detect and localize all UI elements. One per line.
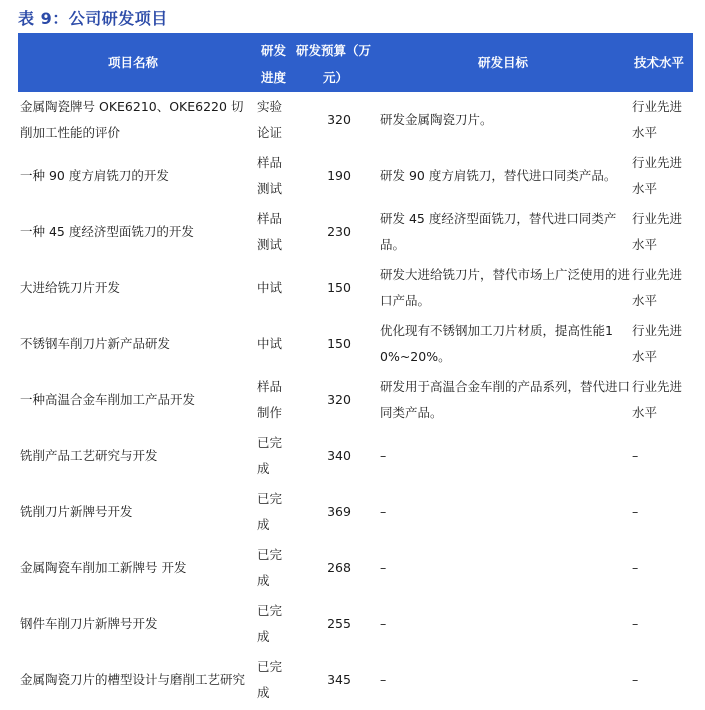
stage-cell: 已完成	[257, 491, 283, 532]
project-name-cell: 金属陶瓷牌号 OKE6210、OKE6220 切削加工性能的评价	[20, 99, 244, 140]
header-budget-line2: 元）	[323, 70, 349, 85]
stage-cell: 样品测试	[257, 211, 283, 252]
table-header	[18, 33, 693, 92]
goal-cell: 研发金属陶瓷刀片。	[380, 112, 493, 127]
tech-level-cell: –	[632, 448, 639, 463]
project-name-cell: 铣削刀片新牌号开发	[20, 504, 133, 519]
table-row	[18, 92, 693, 148]
table-row	[18, 540, 693, 596]
table-row	[18, 372, 693, 428]
tech-level-cell: 行业先进水平	[632, 379, 683, 420]
project-name-cell: 大进给铣刀片开发	[20, 280, 121, 295]
goal-cell: 研发 45 度经济型面铣刀，替代进口同类产品。	[380, 211, 617, 252]
table-row	[18, 204, 693, 260]
table-row	[18, 428, 693, 484]
header-goal: 研发目标	[478, 55, 529, 70]
budget-cell: 320	[327, 112, 351, 127]
tech-level-cell: 行业先进水平	[632, 323, 683, 364]
table-body	[18, 92, 693, 708]
header-stage-line1: 研发	[261, 43, 287, 58]
tech-level-cell: –	[632, 616, 639, 631]
table-row	[18, 148, 693, 204]
project-name-cell: 一种高温合金车削加工产品开发	[20, 392, 196, 407]
header-budget-line1: 研发预算（万	[296, 43, 372, 58]
project-name-cell: 不锈钢车削刀片新产品研发	[20, 336, 171, 351]
budget-cell: 150	[327, 336, 351, 351]
project-name-cell: 金属陶瓷车削加工新牌号 开发	[20, 560, 187, 575]
budget-cell: 268	[327, 560, 351, 575]
project-name-cell: 金属陶瓷刀片的槽型设计与磨削工艺研究	[20, 672, 246, 687]
goal-cell: –	[380, 560, 387, 575]
stage-cell: 已完成	[257, 547, 283, 588]
tech-level-cell: 行业先进水平	[632, 99, 683, 140]
header-project-name: 项目名称	[108, 55, 159, 70]
budget-cell: 320	[327, 392, 351, 407]
goal-cell: 研发用于高温合金车削的产品系列，替代进口同类产品。	[380, 379, 631, 420]
stage-cell: 实验论证	[257, 99, 283, 140]
tech-level-cell: 行业先进水平	[632, 155, 683, 196]
goal-cell: –	[380, 448, 387, 463]
goal-cell: –	[380, 672, 387, 687]
table-row	[18, 316, 693, 372]
tech-level-cell: –	[632, 672, 639, 687]
project-name-cell: 铣削产品工艺研究与开发	[20, 448, 158, 463]
header-tech-level: 技术水平	[634, 55, 685, 70]
stage-cell: 中试	[257, 280, 283, 295]
table-row	[18, 484, 693, 540]
table-row	[18, 652, 693, 708]
budget-cell: 190	[327, 168, 351, 183]
project-name-cell: 一种 45 度经济型面铣刀的开发	[20, 224, 194, 239]
budget-cell: 150	[327, 280, 351, 295]
project-name-cell: 钢件车削刀片新牌号开发	[20, 616, 158, 631]
rd-projects-table	[18, 33, 693, 708]
stage-cell: 样品制作	[257, 379, 283, 420]
tech-level-cell: 行业先进水平	[632, 211, 683, 252]
goal-cell: 优化现有不锈钢加工刀片材质，提高性能10%~20%。	[380, 323, 613, 364]
stage-cell: 已完成	[257, 435, 283, 476]
tech-level-cell: –	[632, 560, 639, 575]
table-row	[18, 260, 693, 316]
stage-cell: 中试	[257, 336, 283, 351]
goal-cell: –	[380, 504, 387, 519]
budget-cell: 255	[327, 616, 351, 631]
stage-cell: 样品测试	[257, 155, 283, 196]
header-stage-line2: 进度	[261, 70, 287, 85]
tech-level-cell: –	[632, 504, 639, 519]
project-name-cell: 一种 90 度方肩铣刀的开发	[20, 168, 169, 183]
table-title: 表 9：公司研发项目	[18, 9, 168, 28]
budget-cell: 230	[327, 224, 351, 239]
goal-cell: 研发大进给铣刀片，替代市场上广泛使用的进口产品。	[380, 267, 631, 308]
goal-cell: 研发 90 度方肩铣刀，替代进口同类产品。	[380, 168, 617, 183]
stage-cell: 已完成	[257, 659, 283, 700]
budget-cell: 369	[327, 504, 351, 519]
goal-cell: –	[380, 616, 387, 631]
budget-cell: 340	[327, 448, 351, 463]
tech-level-cell: 行业先进水平	[632, 267, 683, 308]
stage-cell: 已完成	[257, 603, 283, 644]
table-row	[18, 596, 693, 652]
budget-cell: 345	[327, 672, 351, 687]
